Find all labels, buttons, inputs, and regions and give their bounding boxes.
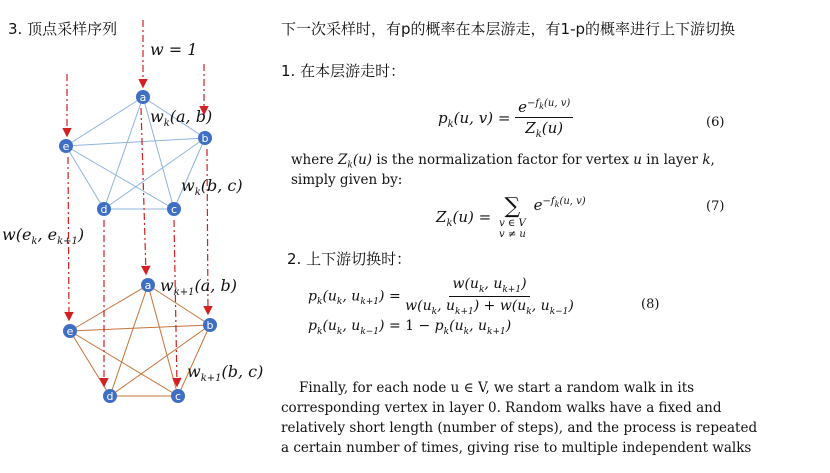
svg-text:d: d — [106, 390, 114, 403]
svg-text:e: e — [66, 325, 74, 338]
intro-text: 下一次采样时，有p的概率在本层游走，有1-p的概率进行上下游切换 — [281, 20, 736, 38]
eq7-number: (7) — [706, 199, 725, 214]
label-cross-layer-weight: $w(e_k$, $e_{k+1}$) — [2, 225, 85, 248]
label-wk1-bc: $w_{k+1}(b$, c) — [187, 362, 264, 385]
node-bottom-e — [63, 324, 77, 338]
section1-heading: 1. 在本层游走时： — [281, 62, 406, 80]
w-equals-one-label: w = 1 — [150, 40, 198, 59]
equation-8-line1: $p_k(u_k$, $u_{k+1}$) = $\frac{w(u_k, u_{k+1})}{w(u_k, u_{k+1}) + w(u_k, u_{k-1})}$ — [308, 276, 574, 317]
node-top-e — [59, 139, 73, 153]
node-bottom-c — [171, 389, 185, 403]
node-top-a — [136, 90, 150, 104]
eq6-caption-line1: where $Z_k(u)$ is the normalization factor for vertex u in layer k, — [291, 152, 715, 171]
equation-7: $Z_k(u)$ = ∑ v ∈ V v ≠ u $e^{-f_k(u, v)}$ — [436, 194, 586, 240]
final-paragraph — [281, 378, 758, 458]
node-bottom-a — [141, 278, 155, 292]
node-bottom-b — [203, 318, 217, 332]
svg-text:b: b — [206, 319, 214, 332]
node-top-d — [97, 202, 111, 216]
node-top-b — [198, 131, 212, 145]
section2-heading: 2. 上下游切换时： — [287, 250, 412, 268]
svg-text:e: e — [62, 140, 70, 153]
final-paragraph-line1: Finally, for each node u ∈ V, we start a random walk in its — [299, 380, 695, 396]
final-paragraph-line4: a certain number of times, giving rise to multiple independent walks — [281, 440, 752, 456]
svg-text:c: c — [170, 203, 178, 216]
eq8-number: (8) — [641, 297, 660, 312]
eq6-number: (6) — [706, 115, 725, 130]
final-paragraph-line3: relatively short length (number of steps), and the process is repeated — [281, 420, 758, 436]
eq6-caption-line2: simply given by: — [291, 172, 403, 188]
svg-text:a: a — [139, 91, 147, 104]
label-wk-bc: $w_k(b$, c) — [181, 176, 243, 199]
node-top-c — [167, 202, 181, 216]
svg-text:b: b — [201, 132, 209, 145]
equation-8-line2: $p_k(u_k$, $u_{k-1}) = 1 - p_k(u_k$, $u_{k+1}$) — [308, 318, 512, 337]
final-paragraph-line2: corresponding vertex in layer 0. Random walks have a fixed and — [281, 400, 722, 416]
label-wk-ab: $w_k(a$, b) — [150, 107, 213, 130]
svg-text:c: c — [174, 390, 182, 403]
node-bottom-d — [103, 389, 117, 403]
svg-text:d: d — [100, 203, 108, 216]
diagram-heading: 3. 顶点采样序列 — [8, 20, 118, 38]
svg-text:a: a — [144, 279, 152, 292]
equation-6: $p_k(u$, v) = $\frac{e^{-f_k(u, v)}}{Z_k(u)}$ — [438, 98, 573, 140]
label-wk1-ab: $w_{k+1}(a$, b) — [160, 276, 237, 299]
